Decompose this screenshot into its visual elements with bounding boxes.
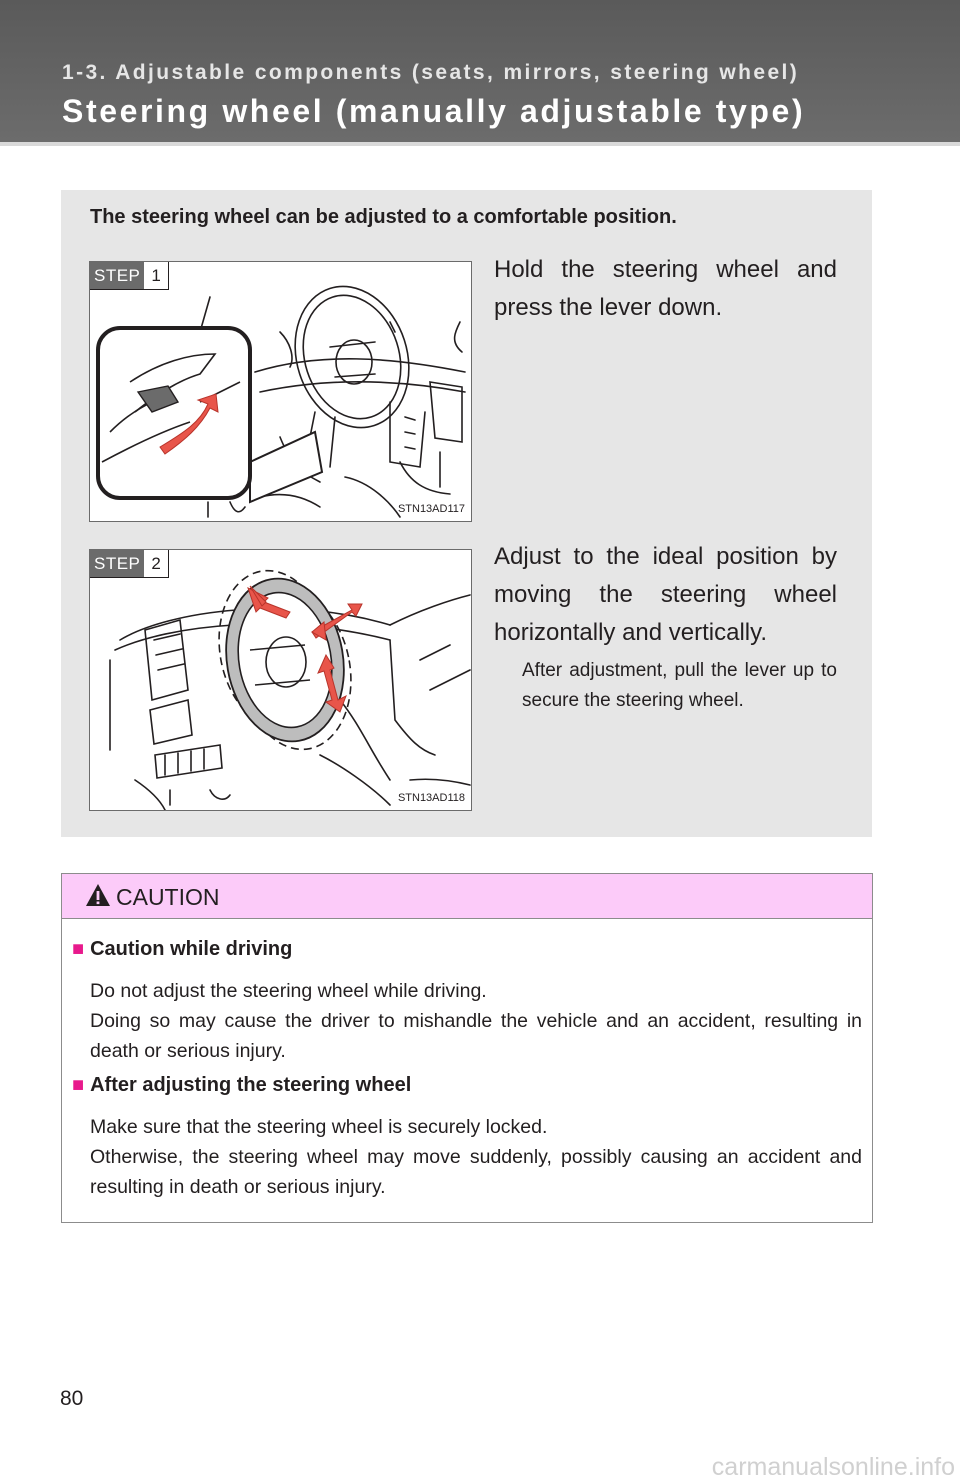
step-badge-word: STEP bbox=[90, 550, 144, 577]
caution-heading-text: After adjusting the steering wheel bbox=[90, 1074, 412, 1096]
bullet-square-icon: ■ bbox=[72, 1074, 85, 1096]
caution-heading-text: Caution while driving bbox=[90, 938, 293, 960]
step-badge-word: STEP bbox=[90, 262, 144, 289]
caution-title: CAUTION bbox=[116, 884, 220, 910]
step-badge bbox=[90, 262, 169, 290]
steering-adjust-illustration bbox=[90, 550, 472, 811]
bullet-square-icon: ■ bbox=[72, 938, 85, 960]
warning-triangle-icon bbox=[85, 883, 111, 907]
caution-item-heading bbox=[72, 1074, 411, 1097]
step1-text: Hold the steering wheel and press the lever down. bbox=[494, 256, 837, 321]
section-label: 1-3. Adjustable components (seats, mirrors, steering wheel) bbox=[62, 61, 800, 84]
step1-illustration bbox=[89, 261, 472, 522]
page-number: 80 bbox=[60, 1387, 84, 1410]
step2-note: After adjustment, pull the lever up to secure the steering wheel. bbox=[522, 660, 837, 711]
steering-lever-illustration bbox=[90, 262, 472, 522]
watermark: carmanualsonline.info bbox=[711, 1453, 955, 1481]
caution-header bbox=[62, 874, 872, 919]
caution-item-heading bbox=[72, 938, 292, 961]
step2-illustration bbox=[89, 549, 472, 811]
step-badge-number: 2 bbox=[151, 553, 161, 573]
caution-box bbox=[61, 873, 873, 1223]
figure-code: STN13AD117 bbox=[397, 503, 465, 515]
step-badge bbox=[90, 550, 169, 578]
intro-text: The steering wheel can be adjusted to a comfortable position. bbox=[90, 206, 677, 228]
page-title: Steering wheel (manually adjustable type) bbox=[62, 93, 806, 129]
caution-paragraph: Do not adjust the steering wheel while driving. bbox=[90, 980, 487, 1002]
step-badge-number: 1 bbox=[151, 265, 161, 285]
step2-text: Adjust to the ideal position by moving the steering wheel horizontally and vertically. bbox=[494, 543, 837, 646]
caution-paragraph: Doing so may cause the driver to mishandle the vehicle and an accident, resulting in death or serious injury. bbox=[90, 1010, 862, 1062]
figure-code: STN13AD118 bbox=[397, 792, 465, 804]
caution-paragraph: Make sure that the steering wheel is securely locked. bbox=[90, 1116, 548, 1138]
page-header bbox=[0, 0, 960, 146]
caution-paragraph: Otherwise, the steering wheel may move suddenly, possibly causing an accident and resulting in death or serious injury. bbox=[90, 1146, 862, 1198]
